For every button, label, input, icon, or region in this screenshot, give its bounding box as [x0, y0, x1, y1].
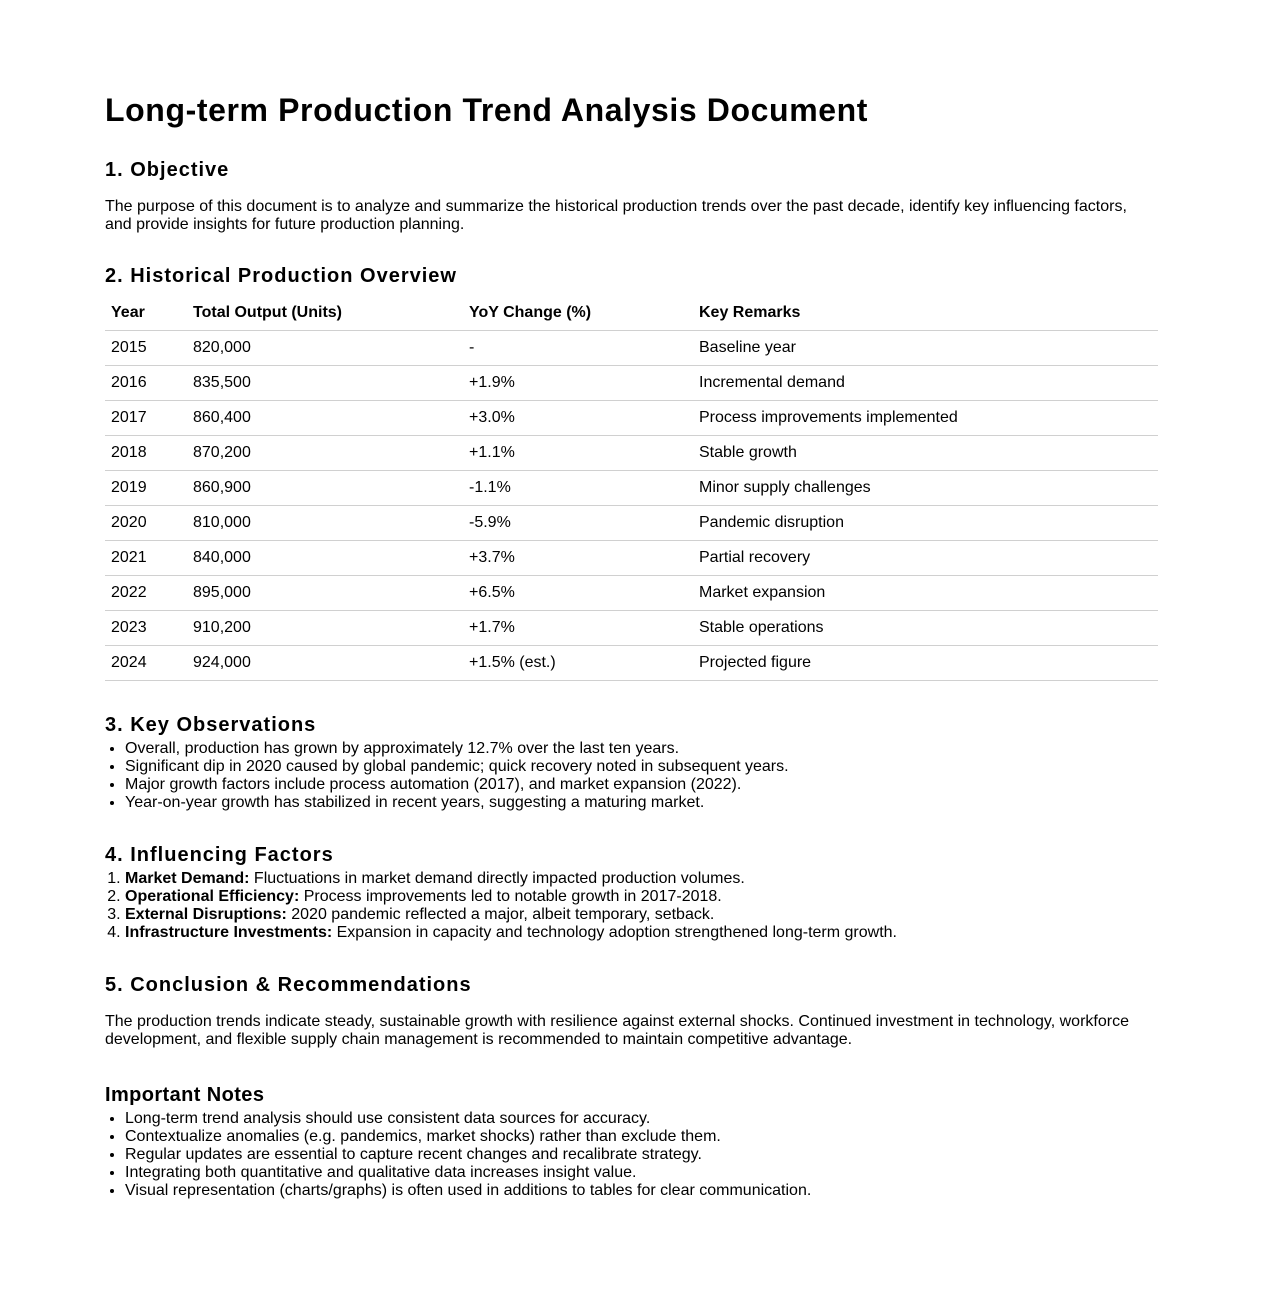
cell-year: 2019: [105, 471, 187, 506]
list-item: • Integrating both quantitative and qualitative data increases insight value.: [125, 1164, 1158, 1182]
cell-remarks: Minor supply challenges: [693, 471, 1158, 506]
cell-yoy: -5.9%: [463, 506, 693, 541]
column-header-yoy: YoY Change (%): [463, 296, 693, 331]
cell-output: 840,000: [187, 541, 463, 576]
factor-label: Infrastructure Investments:: [125, 924, 333, 941]
table-row: [105, 401, 1158, 436]
cell-yoy: +1.7%: [463, 611, 693, 646]
factor-label: Operational Efficiency:: [125, 888, 300, 905]
column-header-output: Total Output (Units): [187, 296, 463, 331]
cell-output: 860,900: [187, 471, 463, 506]
cell-year: 2021: [105, 541, 187, 576]
cell-year: 2017: [105, 401, 187, 436]
list-item: • Major growth factors include process automation (2017), and market expansion (2022).: [125, 776, 1158, 794]
cell-output: 820,000: [187, 331, 463, 366]
factor-text: Fluctuations in market demand directly impacted production volumes.: [249, 870, 745, 887]
cell-year: 2022: [105, 576, 187, 611]
table-header-row: [105, 296, 1158, 331]
list-item: • Year-on-year growth has stabilized in recent years, suggesting a maturing market.: [125, 794, 1158, 812]
cell-yoy: +3.0%: [463, 401, 693, 436]
cell-yoy: +3.7%: [463, 541, 693, 576]
cell-output: 910,200: [187, 611, 463, 646]
table-row: [105, 366, 1158, 401]
cell-yoy: +1.5% (est.): [463, 646, 693, 681]
cell-yoy: +1.1%: [463, 436, 693, 471]
cell-year: 2023: [105, 611, 187, 646]
cell-remarks: Pandemic disruption: [693, 506, 1158, 541]
factor-text: 2020 pandemic reflected a major, albeit temporary, setback.: [286, 906, 715, 923]
notes-heading: Important Notes: [105, 1084, 265, 1106]
document-title: Long-term Production Trend Analysis Document: [105, 92, 869, 128]
table-row: [105, 506, 1158, 541]
factor-text: Expansion in capacity and technology adoption strengthened long-term growth.: [332, 924, 897, 941]
cell-output: 924,000: [187, 646, 463, 681]
production-table: [105, 296, 1158, 681]
cell-year: 2016: [105, 366, 187, 401]
list-item: • Regular updates are essential to capture recent changes and recalibrate strategy.: [125, 1146, 1158, 1164]
cell-year: 2020: [105, 506, 187, 541]
document: [105, 0, 1158, 1200]
column-header-year: Year: [105, 296, 187, 331]
table-row: [105, 471, 1158, 506]
conclusion-text: The production trends indicate steady, sustainable growth with resilience against external shocks. Continued investment in technology, workforce development, and flexible supply chain management is recommended to maintain competitive advantage.: [105, 1013, 1129, 1048]
table-row: [105, 331, 1158, 366]
cell-remarks: Incremental demand: [693, 366, 1158, 401]
list-item: [125, 870, 1158, 888]
table-row: [105, 541, 1158, 576]
column-header-remarks: Key Remarks: [693, 296, 1158, 331]
cell-year: 2015: [105, 331, 187, 366]
table-row: [105, 611, 1158, 646]
factor-text: Process improvements led to notable growth in 2017-2018.: [299, 888, 722, 905]
cell-remarks: Stable operations: [693, 611, 1158, 646]
cell-remarks: Market expansion: [693, 576, 1158, 611]
history-heading: 2. Historical Production Overview: [105, 265, 457, 287]
factors-list: [105, 870, 1158, 942]
list-item: • Contextualize anomalies (e.g. pandemics, market shocks) rather than exclude them.: [125, 1128, 1158, 1146]
cell-year: 2018: [105, 436, 187, 471]
table-row: [105, 576, 1158, 611]
cell-remarks: Partial recovery: [693, 541, 1158, 576]
cell-output: 895,000: [187, 576, 463, 611]
cell-output: 835,500: [187, 366, 463, 401]
notes-list: [105, 1110, 1158, 1200]
objective-heading: 1. Objective: [105, 159, 230, 181]
list-item: • Significant dip in 2020 caused by global pandemic; quick recovery noted in subsequent years.: [125, 758, 1158, 776]
observations-list: [105, 740, 1158, 812]
cell-remarks: Baseline year: [693, 331, 1158, 366]
table-row: [105, 646, 1158, 681]
cell-year: 2024: [105, 646, 187, 681]
cell-remarks: Projected figure: [693, 646, 1158, 681]
cell-remarks: Process improvements implemented: [693, 401, 1158, 436]
list-item: • Overall, production has grown by approximately 12.7% over the last ten years.: [125, 740, 1158, 758]
cell-output: 860,400: [187, 401, 463, 436]
factor-label: Market Demand:: [125, 870, 250, 887]
cell-yoy: -1.1%: [463, 471, 693, 506]
list-item: • Long-term trend analysis should use consistent data sources for accuracy.: [125, 1110, 1158, 1128]
cell-yoy: -: [463, 331, 693, 366]
objective-text: The purpose of this document is to analyze and summarize the historical production trends over the past decade, identify key influencing factors, and provide insights for future production planning.: [105, 198, 1127, 233]
cell-output: 810,000: [187, 506, 463, 541]
list-item: [125, 906, 1158, 924]
cell-yoy: +6.5%: [463, 576, 693, 611]
factor-label: External Disruptions:: [125, 906, 287, 923]
observations-heading: 3. Key Observations: [105, 714, 317, 736]
cell-output: 870,200: [187, 436, 463, 471]
cell-yoy: +1.9%: [463, 366, 693, 401]
list-item: [125, 888, 1158, 906]
cell-remarks: Stable growth: [693, 436, 1158, 471]
conclusion-heading: 5. Conclusion & Recommendations: [105, 974, 472, 996]
list-item: [125, 924, 1158, 942]
table-row: [105, 436, 1158, 471]
list-item: • Visual representation (charts/graphs) is often used in additions to tables for clear communication.: [125, 1182, 1158, 1200]
factors-heading: 4. Influencing Factors: [105, 844, 334, 866]
